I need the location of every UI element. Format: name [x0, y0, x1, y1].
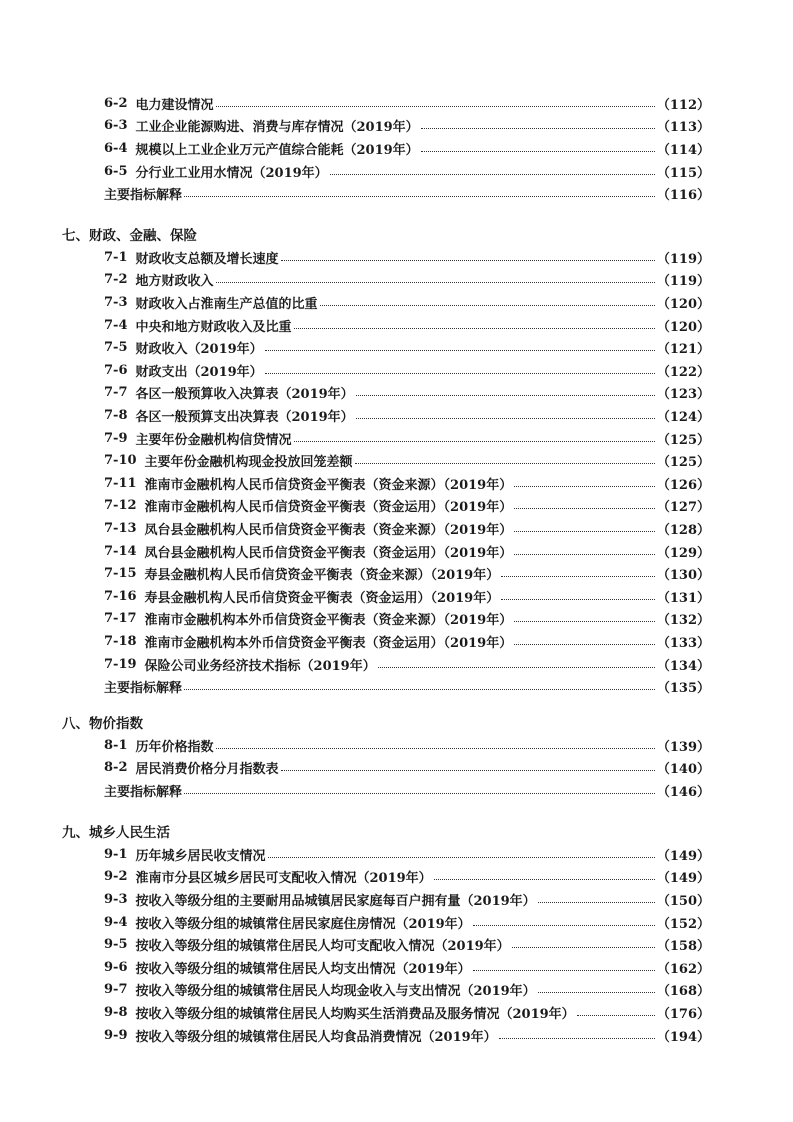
entry-page-number: （176） — [656, 1006, 710, 1022]
toc-entry[interactable] — [104, 160, 710, 183]
toc-entry[interactable] — [104, 336, 710, 359]
entry-page-number: （129） — [656, 545, 710, 561]
toc-entry[interactable] — [104, 1001, 710, 1024]
entry-page-number: （125） — [656, 455, 710, 471]
entry-number: 7-2 — [104, 272, 128, 288]
dot-leader — [184, 689, 655, 690]
dot-leader — [501, 599, 655, 600]
entry-page-number: （149） — [656, 871, 710, 887]
entry-title: 中央和地方财政收入及比重 — [135, 319, 292, 335]
dot-leader — [514, 508, 655, 509]
toc-entry[interactable] — [104, 979, 710, 1002]
dot-leader — [514, 621, 655, 622]
entry-number: 9-3 — [104, 891, 128, 907]
entry-title: 财政支出（2019年） — [135, 364, 263, 380]
toc-entry[interactable] — [104, 653, 710, 676]
entry-title: 淮南市金融机构人民币信贷资金平衡表（资金来源）（2019年） — [144, 477, 513, 493]
entry-title: 按收入等级分组的城镇常住居民人均食品消费情况（2019年） — [135, 1029, 497, 1045]
entry-page-number: （116） — [656, 188, 710, 204]
entry-title: 按收入等级分组的主要耐用品城镇居民家庭每百户拥有量（2019年） — [135, 893, 536, 909]
toc-entry[interactable] — [104, 540, 710, 563]
dot-leader — [265, 373, 655, 374]
toc-entry[interactable] — [104, 449, 710, 472]
entry-title: 按收入等级分组的城镇常住居民人均购买生活消费品及服务情况（2019年） — [135, 1006, 575, 1022]
toc-entry[interactable] — [104, 630, 710, 653]
dot-leader — [330, 174, 655, 175]
entry-page-number: （158） — [656, 939, 710, 955]
entry-title: 主要指标解释 — [104, 188, 183, 204]
dot-leader — [356, 395, 655, 396]
toc-entry[interactable] — [104, 137, 710, 160]
toc-entry[interactable] — [104, 757, 710, 780]
entry-page-number: （125） — [656, 432, 710, 448]
toc-entry[interactable] — [104, 1024, 710, 1047]
entry-number: 8-2 — [104, 760, 128, 776]
entry-page-number: （135） — [656, 681, 710, 697]
entry-page-number: （112） — [656, 97, 710, 113]
dot-leader — [356, 418, 655, 419]
entry-page-number: （131） — [656, 590, 710, 606]
entry-page-number: （146） — [656, 784, 710, 800]
entry-title: 淮南市金融机构人民币信贷资金平衡表（资金运用）（2019年） — [144, 500, 513, 516]
dot-leader — [421, 151, 655, 152]
entry-number: 6-2 — [104, 95, 128, 111]
entry-page-number: （115） — [656, 165, 710, 181]
toc-entry[interactable] — [104, 269, 710, 292]
entry-page-number: （133） — [656, 635, 710, 651]
entry-title: 居民消费价格分月指数表 — [135, 762, 279, 778]
entry-number: 9-9 — [104, 1027, 128, 1043]
entry-number: 7-16 — [104, 588, 137, 604]
toc-entry[interactable] — [104, 675, 710, 698]
entry-title: 财政收入占淮南生产总值的比重 — [135, 296, 318, 312]
toc-entry[interactable] — [104, 382, 710, 405]
entry-page-number: （150） — [656, 893, 710, 909]
entry-page-number: （127） — [656, 500, 710, 516]
toc-entry[interactable] — [104, 888, 710, 911]
toc-entry[interactable] — [104, 562, 710, 585]
entry-title: 财政收支总额及增长速度 — [135, 251, 279, 267]
entry-number: 7-6 — [104, 362, 128, 378]
entry-title: 规模以上工业企业万元产值综合能耗（2019年） — [135, 142, 419, 158]
entry-page-number: （152） — [656, 916, 710, 932]
toc-entry[interactable] — [104, 427, 710, 450]
entry-page-number: （124） — [656, 409, 710, 425]
entry-page-number: （123） — [656, 387, 710, 403]
section-title: 七、财政、金融、保险 — [62, 228, 197, 244]
entry-number: 9-2 — [104, 869, 128, 885]
toc-entry[interactable] — [104, 246, 710, 269]
entry-number: 7-1 — [104, 249, 128, 265]
toc-entry[interactable] — [104, 115, 710, 138]
entry-title: 寿县金融机构人民币信贷资金平衡表（资金来源）（2019年） — [144, 568, 500, 584]
entry-title: 工业企业能源购进、消费与库存情况（2019年） — [135, 120, 419, 136]
entry-page-number: （139） — [656, 739, 710, 755]
toc-entry[interactable] — [104, 404, 710, 427]
dot-leader — [281, 770, 655, 771]
entry-number: 9-4 — [104, 914, 128, 930]
entry-title: 按收入等级分组的城镇常住居民家庭住房情况（2019年） — [135, 916, 471, 932]
dot-leader — [378, 667, 655, 668]
entry-page-number: （168） — [656, 984, 710, 1000]
section-title: 八、物价指数 — [62, 716, 143, 732]
toc-entry[interactable] — [104, 585, 710, 608]
toc-entry[interactable] — [104, 182, 710, 205]
dot-leader — [538, 992, 655, 993]
entry-number: 8-1 — [104, 737, 128, 753]
dot-leader — [184, 196, 655, 197]
toc-entry[interactable] — [104, 911, 710, 934]
dot-leader — [514, 531, 655, 532]
toc-entry[interactable] — [104, 866, 710, 889]
entry-page-number: （128） — [656, 522, 710, 538]
dot-leader — [473, 970, 655, 971]
entry-number: 7-5 — [104, 340, 128, 356]
entry-page-number: （119） — [656, 274, 710, 290]
entry-number: 7-9 — [104, 430, 128, 446]
entry-number: 7-19 — [104, 656, 137, 672]
dot-leader — [265, 350, 655, 351]
entry-title: 主要年份金融机构现金投放回笼差额 — [144, 455, 353, 471]
entry-page-number: （126） — [656, 477, 710, 493]
entry-number: 7-13 — [104, 520, 137, 536]
dot-leader — [501, 576, 655, 577]
entry-title: 各区一般预算支出决算表（2019年） — [135, 409, 354, 425]
dot-leader — [512, 947, 655, 948]
toc-entry[interactable] — [104, 779, 710, 802]
entry-title: 地方财政收入 — [135, 274, 214, 290]
entry-page-number: （140） — [656, 762, 710, 778]
entry-page-number: （121） — [656, 342, 710, 358]
entry-number: 6-5 — [104, 163, 128, 179]
dot-leader — [355, 463, 655, 464]
toc-entry[interactable] — [104, 359, 710, 382]
entry-number: 6-4 — [104, 140, 128, 156]
toc-entry[interactable] — [104, 933, 710, 956]
entry-title: 历年价格指数 — [135, 739, 214, 755]
toc-entry[interactable] — [104, 495, 710, 518]
entry-number: 7-3 — [104, 294, 128, 310]
dot-leader — [216, 282, 655, 283]
entry-number: 7-12 — [104, 498, 137, 514]
entry-number: 9-7 — [104, 982, 128, 998]
entry-number: 9-5 — [104, 937, 128, 953]
entry-number: 7-17 — [104, 611, 137, 627]
entry-page-number: （149） — [656, 848, 710, 864]
section-title: 九、城乡人民生活 — [62, 825, 170, 841]
entry-title: 保险公司业务经济技术指标（2019年） — [144, 658, 376, 674]
dot-leader — [268, 857, 655, 858]
entry-title: 各区一般预算收入决算表（2019年） — [135, 387, 354, 403]
entry-page-number: （132） — [656, 613, 710, 629]
dot-leader — [538, 902, 655, 903]
dot-leader — [294, 328, 655, 329]
entry-page-number: （120） — [656, 319, 710, 335]
entry-page-number: （113） — [656, 120, 710, 136]
dot-leader — [577, 1015, 655, 1016]
entry-title: 按收入等级分组的城镇常住居民人均支出情况（2019年） — [135, 961, 471, 977]
toc-entry[interactable] — [104, 843, 710, 866]
dot-leader — [514, 554, 655, 555]
entry-number: 7-7 — [104, 385, 128, 401]
entry-page-number: （130） — [656, 568, 710, 584]
entry-number: 9-6 — [104, 959, 128, 975]
entry-number: 9-8 — [104, 1004, 128, 1020]
dot-leader — [184, 793, 655, 794]
entry-title: 按收入等级分组的城镇常住居民人均可支配收入情况（2019年） — [135, 939, 510, 955]
entry-page-number: （120） — [656, 296, 710, 312]
entry-number: 7-11 — [104, 475, 137, 491]
dot-leader — [473, 925, 655, 926]
entry-title: 财政收入（2019年） — [135, 342, 263, 358]
entry-number: 6-3 — [104, 118, 128, 134]
dot-leader — [434, 879, 655, 880]
entry-title: 主要指标解释 — [104, 784, 183, 800]
entry-title: 历年城乡居民收支情况 — [135, 848, 266, 864]
dot-leader — [421, 128, 655, 129]
toc-entry[interactable] — [104, 291, 710, 314]
entry-title: 按收入等级分组的城镇常住居民人均现金收入与支出情况（2019年） — [135, 984, 536, 1000]
entry-page-number: （162） — [656, 961, 710, 977]
toc-entry[interactable] — [104, 608, 710, 631]
entry-number: 7-8 — [104, 407, 128, 423]
dot-leader — [514, 644, 655, 645]
toc-entry[interactable] — [104, 956, 710, 979]
entry-title: 凤台县金融机构人民币信贷资金平衡表（资金来源）（2019年） — [144, 522, 513, 538]
entry-number: 9-1 — [104, 846, 128, 862]
entry-number: 7-14 — [104, 543, 137, 559]
toc-entry[interactable] — [104, 472, 710, 495]
dot-leader — [281, 260, 655, 261]
entry-page-number: （119） — [656, 251, 710, 267]
toc-entry[interactable] — [104, 92, 710, 115]
entry-title: 分行业工业用水情况（2019年） — [135, 165, 328, 181]
entry-page-number: （114） — [656, 142, 710, 158]
entry-number: 7-10 — [104, 453, 137, 469]
entry-title: 寿县金融机构人民币信贷资金平衡表（资金运用）（2019年） — [144, 590, 500, 606]
entry-title: 淮南市金融机构本外币信贷资金平衡表（资金运用）（2019年） — [144, 635, 513, 651]
toc-entry[interactable] — [104, 734, 710, 757]
entry-number: 7-18 — [104, 633, 137, 649]
entry-page-number: （194） — [656, 1029, 710, 1045]
toc-entry[interactable] — [104, 314, 710, 337]
entry-page-number: （134） — [656, 658, 710, 674]
dot-leader — [216, 106, 655, 107]
entry-number: 7-15 — [104, 566, 137, 582]
dot-leader — [294, 441, 655, 442]
entry-title: 主要指标解释 — [104, 681, 183, 697]
dot-leader — [216, 748, 655, 749]
dot-leader — [320, 305, 655, 306]
entry-title: 凤台县金融机构人民币信贷资金平衡表（资金运用）（2019年） — [144, 545, 513, 561]
entry-title: 主要年份金融机构信贷情况 — [135, 432, 292, 448]
dot-leader — [514, 486, 655, 487]
entry-title: 淮南市分县区城乡居民可支配收入情况（2019年） — [135, 871, 432, 887]
entry-title: 电力建设情况 — [135, 97, 214, 113]
entry-number: 7-4 — [104, 317, 128, 333]
entry-page-number: （122） — [656, 364, 710, 380]
entry-title: 淮南市金融机构本外币信贷资金平衡表（资金来源）（2019年） — [144, 613, 513, 629]
dot-leader — [499, 1038, 655, 1039]
toc-entry[interactable] — [104, 517, 710, 540]
